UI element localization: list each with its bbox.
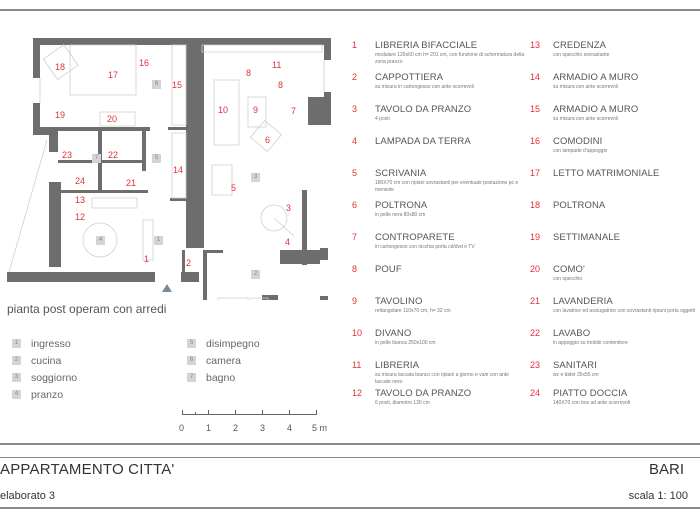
legend-desc: su misura laccata bianco con ripiani a giorno e vani con ante laccate nero [375, 372, 509, 385]
legend-title: COMODINI [553, 136, 603, 147]
legend-title: ARMADIO A MURO [553, 104, 639, 115]
legend-desc: con specchio sovrastante [553, 52, 610, 58]
scale-label: 4 [287, 423, 293, 433]
legend-desc: 6 posti, diametro 130 cm [375, 400, 430, 406]
legend-desc: 4 posti [375, 116, 390, 122]
legend-desc: su misura con ante scorrevoli [553, 116, 619, 122]
scale-tick [208, 410, 209, 415]
legend-number: 11 [352, 360, 362, 370]
legend-desc: in cartongesso con nicchia porta cd/dvd e TV [375, 244, 475, 250]
legend-desc: 140X70 con box ad ante scorrevoli [553, 400, 630, 406]
scale-tick [289, 410, 290, 415]
legend-number: 21 [530, 296, 541, 306]
plan-room-badges [0, 0, 340, 300]
legend-title: SCRIVANIA [375, 168, 427, 179]
plan-label: 6 [265, 135, 271, 145]
title-block-divider [0, 457, 700, 458]
scale-tick [316, 410, 317, 415]
room-label: soggiorno [31, 371, 78, 384]
plan-label: 1 [144, 254, 150, 264]
plan-label: 8 [278, 80, 284, 90]
room-badge: 3 [251, 173, 260, 182]
legend-title: LIBRERIA [375, 360, 420, 371]
room-badge: 4 [96, 236, 105, 245]
legend-title: CREDENZA [553, 40, 607, 51]
legend-title: POLTRONA [553, 200, 606, 211]
room-item [187, 369, 235, 383]
legend-number: 16 [530, 136, 541, 146]
legend-desc: in pelle nera 80x80 cm [375, 212, 426, 218]
room-badge: 7 [92, 154, 101, 163]
legend-title: LIBRERIA BIFACCIALE [375, 40, 478, 51]
plan-label: 2 [186, 258, 192, 268]
legend-title: TAVOLO DA PRANZO [375, 388, 472, 399]
scale-label: 0 [179, 423, 185, 433]
room-item [187, 335, 260, 349]
legend-title: TAVOLINO [375, 296, 423, 307]
legend-title: LAVANDERIA [553, 296, 613, 307]
legend-number: 14 [530, 72, 541, 82]
drawing-number: elaborato 3 [0, 490, 56, 502]
room-badge: 2 [251, 270, 260, 279]
scale-label: 5 m [312, 423, 328, 433]
room-badge: 6 [187, 356, 196, 365]
north-arrow-icon [162, 284, 172, 292]
legend-number: 23 [530, 360, 541, 370]
legend-number: 3 [352, 104, 358, 114]
project-city: BARI [648, 461, 684, 478]
plan-label: 21 [126, 178, 137, 188]
scale-label: 2 [233, 423, 239, 433]
plan-caption: pianta post operam con arredi [7, 302, 167, 316]
plan-label: 4 [285, 237, 291, 247]
room-badge: 3 [12, 373, 21, 382]
room-label: camera [206, 354, 242, 367]
legend-number: 19 [530, 232, 541, 242]
room-badge: 7 [187, 373, 196, 382]
room-label: bagno [206, 371, 236, 384]
plan-label: 10 [218, 105, 229, 115]
plan-label: 9 [253, 105, 259, 115]
plan-label: 7 [291, 106, 297, 116]
plan-label: 14 [173, 165, 184, 175]
plan-label: 23 [62, 150, 73, 160]
plan-label: 13 [75, 195, 86, 205]
title-block-top-line [0, 443, 700, 445]
legend-number: 4 [352, 136, 358, 146]
legend-number: 20 [530, 264, 541, 274]
legend-desc: rettangolare 110x70 cm, h= 32 cm [375, 308, 451, 314]
legend-title: POLTRONA [375, 200, 428, 211]
legend-number: 10 [352, 328, 363, 338]
title-block-bottom-line [0, 507, 700, 509]
room-label: ingresso [31, 337, 71, 350]
room-item [12, 369, 77, 383]
legend-title: LAVABO [553, 328, 591, 339]
plan-label: 18 [55, 62, 66, 72]
room-label: pranzo [31, 388, 64, 401]
legend-number: 17 [530, 168, 541, 178]
legend-desc: con lampade d'appoggio [553, 148, 608, 154]
room-item [12, 335, 71, 349]
legend-title: SETTIMANALE [553, 232, 621, 243]
legend-number: 9 [352, 296, 358, 306]
legend-desc: modulare 120x60 cm h= 201 cm, con funzione di schermatura della zona pranzo [375, 52, 525, 65]
legend-title: CAPPOTTIERA [375, 72, 444, 83]
legend-number: 2 [352, 72, 358, 82]
legend-title: PIATTO DOCCIA [553, 388, 628, 399]
legend-desc: in pelle bianca 250x100 cm [375, 340, 436, 346]
legend-number: 6 [352, 200, 358, 210]
legend-number: 18 [530, 200, 541, 210]
legend-desc: con specchio [553, 276, 583, 282]
room-badge: 4 [12, 390, 21, 399]
legend-title: CONTROPARETE [375, 232, 455, 243]
legend-number: 1 [352, 40, 358, 50]
plan-label: 20 [107, 114, 118, 124]
room-badge: 5 [152, 154, 161, 163]
legend-number: 5 [352, 168, 358, 178]
room-badge: 6 [152, 80, 161, 89]
drawing-scale: scala 1: 100 [628, 490, 688, 502]
scale-bar-line [182, 414, 317, 415]
legend-title: SANITARI [553, 360, 597, 371]
room-item [187, 352, 241, 366]
scale-tick [262, 410, 263, 415]
scale-tick [235, 410, 236, 415]
plan-label: 19 [55, 110, 66, 120]
room-badge: 2 [12, 356, 21, 365]
plan-label: 16 [139, 58, 150, 68]
legend-desc: 180X70 cm con ripiani sovrastanti per eventuale postazione pc e mensole [375, 180, 519, 193]
room-label: cucina [31, 354, 62, 367]
plan-label: 11 [272, 60, 282, 70]
room-item [12, 352, 61, 366]
plan-label: 22 [108, 150, 119, 160]
legend-title: DIVANO [375, 328, 412, 339]
legend-desc: con lavatrice ed asciugatrice con sovrastanti ripiani porta oggetti [553, 308, 696, 314]
room-item [12, 386, 63, 400]
scale-tick [182, 410, 183, 415]
plan-label: 5 [231, 183, 237, 193]
legend-desc: su misura in cartongesso con ante scorrevoli [375, 84, 474, 90]
legend-number: 15 [530, 104, 541, 114]
scale-label: 1 [206, 423, 212, 433]
legend-title: POUF [375, 264, 402, 275]
scale-tick [195, 412, 196, 415]
legend-title: ARMADIO A MURO [553, 72, 639, 83]
project-title: APPARTAMENTO CITTA' [0, 461, 175, 478]
plan-label: 17 [108, 70, 119, 80]
legend-number: 7 [352, 232, 358, 242]
plan-label: 8 [246, 68, 252, 78]
room-label: disimpegno [206, 337, 260, 350]
legend-number: 8 [352, 264, 358, 274]
room-badge: 1 [12, 339, 21, 348]
plan-label: 24 [75, 176, 86, 186]
legend-number: 24 [530, 388, 541, 398]
legend-title: COMO' [553, 264, 585, 275]
plan-label: 12 [75, 212, 86, 222]
legend-title: LAMPADA DA TERRA [375, 136, 471, 147]
legend-desc: wc e bidet 35x55 cm [553, 372, 599, 378]
legend-number: 22 [530, 328, 541, 338]
legend-desc: su misura con ante scorrevoli [553, 84, 619, 90]
room-badge: 5 [187, 339, 196, 348]
legend-number: 13 [530, 40, 541, 50]
legend-desc: in appoggio su mobile contenitore [553, 340, 628, 346]
room-badge: 1 [154, 236, 163, 245]
legend-number: 12 [352, 388, 363, 398]
plan-label: 3 [286, 203, 292, 213]
legend-title: LETTO MATRIMONIALE [553, 168, 660, 179]
legend-title: TAVOLO DA PRANZO [375, 104, 472, 115]
scale-label: 3 [260, 423, 266, 433]
plan-label: 15 [172, 80, 183, 90]
